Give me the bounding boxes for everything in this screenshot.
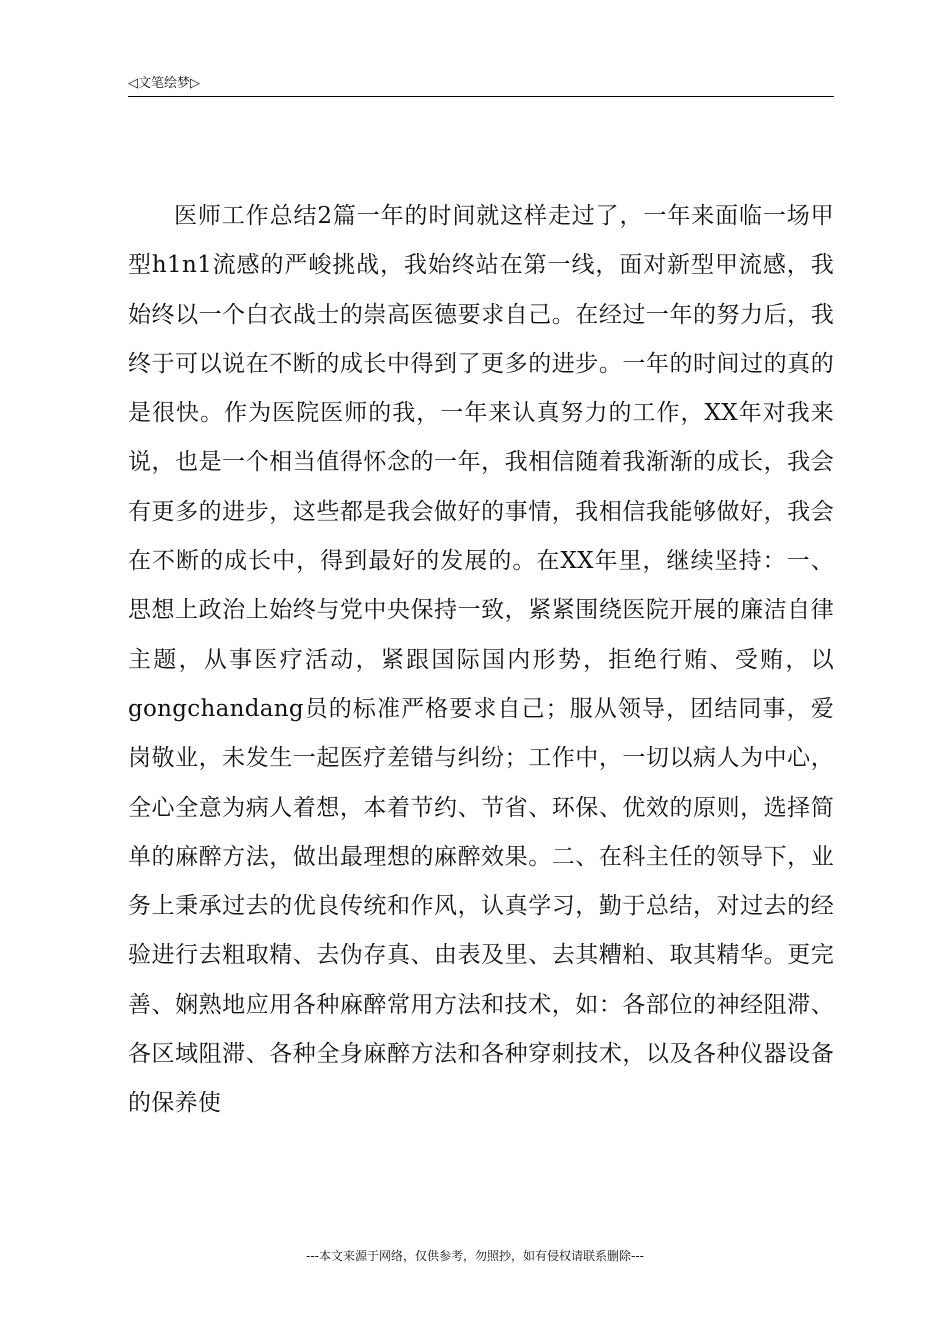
document-body: 医师工作总结2篇一年的时间就这样走过了，一年来面临一场甲型h1n1流感的严峻挑战，我始终站在第一线，面对新型甲流感，我始终以一个白衣战士的崇高医德要求自己。在经过一年的努力后，我终于可以说在不断的成长中得到了更多的进步。一年的时间过的真的是很快。作为医院医师的我，一年来认真努力的工作，XX年对我来说，也是一个相当值得怀念的一年，我相信随着我渐渐的成长，我会有更多的进步，这些都是我会做好的事情，我相信我能够做好，我会在不断的成长中，得到最好的发展的。在XX年里，继续坚持：一、思想上政治上始终与党中央保持一致，紧紧围绕医院开展的廉洁自律主题，从事医疗活动，紧跟国际国内形势，拒绝行贿、受贿，以gongchandang员的标准严格要求自己；服从领导，团结同事，爱岗敬业，未发生一起医疗差错与纠纷；工作中，一切以病人为中心，全心全意为病人着想，本着节约、节省、环保、优效的原则，选择简单的麻醉方法，做出最理想的麻醉效果。二、在科主任的领导下，业务上秉承过去的优良传统和作风，认真学习，勤于总结，对过去的经验进行去粗取精、去伪存真、由表及里、去其糟粕、取其精华。更完善、娴熟地应用各种麻醉常用方法和技术，如：各部位的神经阻滞、各区域阻滞、各种全身麻醉方法和各种穿刺技术，以及各种仪器设备的保养使 xyxy=(128,203,834,1117)
page-footer: ---本文来源于网络，仅供参考，勿照抄，如有侵权请联系删除--- xyxy=(306,1249,644,1263)
page-header xyxy=(128,74,834,97)
header-title: ◁文笔绘梦▷ xyxy=(128,76,200,91)
